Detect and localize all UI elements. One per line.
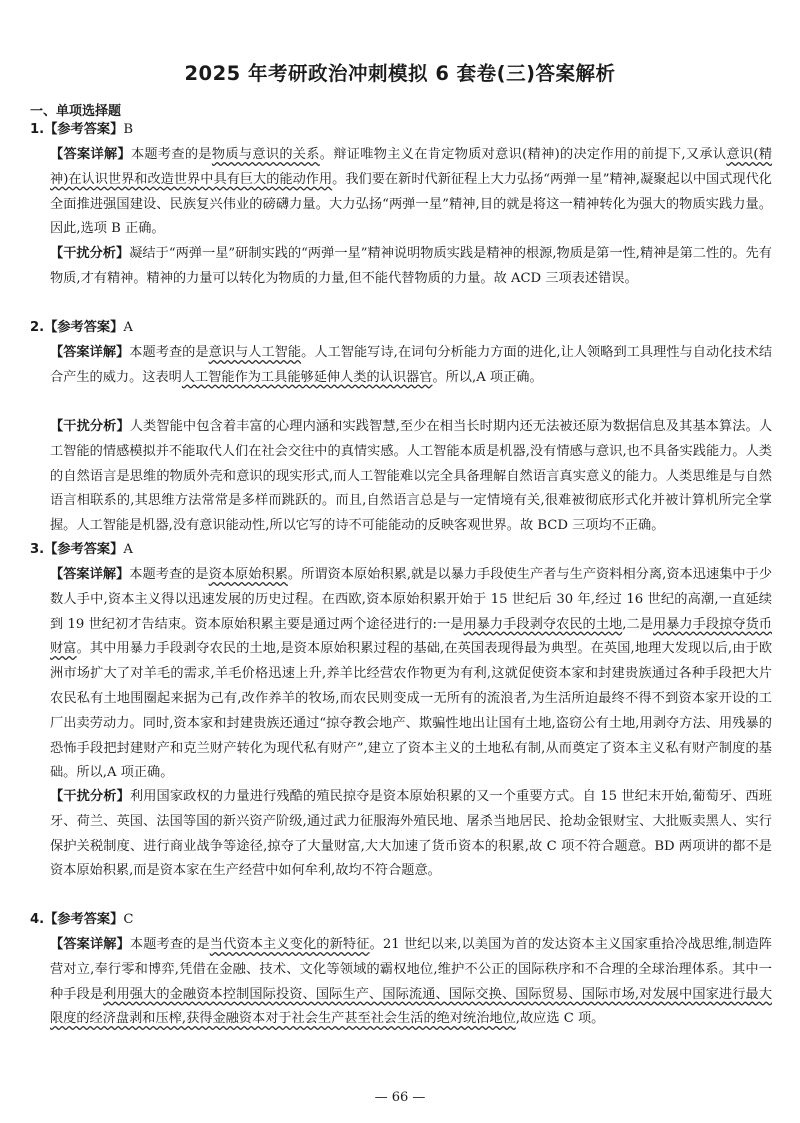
detail-text: 。21 世纪以来,以美国为首的发达资本主义国家重拾冷战思维,制造阵营对立,奉行零和博弈,凭借在金融、技术、文化等领域的霸权地位,维护不公正的国际秩序和不合理的全球治理体系。其中一种手段是 (50, 937, 772, 1002)
question-3-distract (50, 785, 772, 884)
question-3-detail (50, 563, 772, 786)
answer-value: A (123, 542, 133, 557)
detail-text: 。人工智能写诗,在词句分析能力方面的进化,让人领略到工具理性与自动化技术结合产生的威力。这表明 (50, 345, 773, 385)
key-point: 物质与意识的关系 (211, 147, 320, 162)
page-number: — 66 — (374, 1090, 426, 1105)
answer-value: A (123, 320, 133, 335)
detail-label: 【答案详解】 (50, 937, 130, 952)
question-2-detail (50, 341, 772, 391)
key-point: 意识(精神)在认识世界和改造世界中具有巨大的能动作用 (50, 147, 773, 187)
detail-text: 本题考查的是 (129, 345, 209, 360)
answer-label: 【参考答案】 (44, 912, 124, 927)
question-3-answer (30, 538, 133, 563)
detail-text: ,二是 (622, 616, 653, 632)
key-point: 人工智能作为工具能够延伸人类的认识器官 (181, 369, 433, 385)
detail-text: 。所以,A 项正确。 (432, 369, 543, 385)
key-point: 资本原始积累 (208, 567, 288, 582)
key-point: 用暴力手段掠夺货币财富 (50, 616, 772, 657)
detail-text: 。所谓资本原始积累,就是以暴力手段使生产者与生产资料相分离,资本迅速集中于少数人手中,资本主义得以迅速发展的历史过程。在西欧,资本原始积累开始于 15 世纪后 30 年,经过 16 世纪的高潮,一直延续到 19 世纪初才告结束。资本原始积累主要是通过两个途径进行的:一是 (50, 567, 773, 632)
question-2-answer (30, 316, 133, 341)
answer-label: 【参考答案】 (44, 320, 124, 335)
question-4-detail (50, 933, 772, 1032)
detail-text: 。其中用暴力手段剥夺农民的土地,是资本原始积累过程的基础,在英国表现得最为典型。在英国,地理大发现以后,由于欧洲市场扩大了对羊毛的需求,羊毛价格迅速上升,养羊比经营农作物更为有利,这就促使资本家和封建贵族通过各种手段把大片农民私有土地围圈起来据为己有,改作养羊的牧场,而农民则变成一无所有的流浪者,为生活所迫最终不得不到资本家开设的工厂出卖劳动力。同时,资本家和封建贵族还通过“掠夺教会地产、欺骗性地出让国有土地,盗窃公有土地,用剥夺方法、用残暴的恐怖手段把封建财产和克兰财产转化为现代私有财产”,建立了资本主义的土地私有制,从而奠定了资本主义私有财产制度的基础。所以,A 项正确。 (50, 641, 773, 781)
answer-value: C (123, 912, 134, 927)
section-heading: 一、单项选择题 (30, 104, 122, 119)
distract-text: 凝结于“两弹一星”研制实践的“两弹一星”精神说明物质实践是精神的根源,物质是第一性,精神是第二性的。先有物质,才有精神。精神的力量可以转化为物质的力量,但不能代替物质的力量。故 ACD 三项表述错误。 (50, 246, 772, 286)
question-1-distract (50, 242, 772, 292)
answer-label: 【参考答案】 (44, 122, 124, 137)
detail-text: 。辩证唯物主义在肯定物质对意识(精神)的决定作用的前提下,又承认 (319, 147, 727, 162)
distract-label: 【干扰分析】 (50, 789, 130, 804)
question-1-answer (30, 118, 133, 143)
distract-label: 【干扰分析】 (50, 246, 130, 261)
distract-text: 人类智能中包含着丰富的心理内涵和实践智慧,至少在相当长时期内还无法被还原为数据信息及其基本算法。人工智能的情感模拟并不能取代人们在社会交往中的真情实感。人工智能本质是机器,没有情感与意识,也不具备实践能力。人类的自然语言是思维的物质外壳和意识的现实形式,而人工智能难以完全具备理解自然语言真实意义的能力。人类思维是与自然语言相联系的,其思维方法常常是多样而跳跃的。而且,自然语言总是与一定情境有关,很难被彻底形式化并被计算机所完全掌握。人工智能是机器,没有意识能动性,所以它写的诗不可能能动的反映客观世界。故 BCD 三项均不正确。 (50, 419, 773, 534)
question-number: 2. (30, 320, 45, 335)
detail-text: 本题考查的是 (130, 147, 212, 162)
question-1-detail (50, 143, 772, 242)
question-4-answer (30, 908, 133, 933)
question-2-distract (50, 415, 772, 539)
question-number: 1. (30, 122, 45, 137)
detail-text: 本题考查的是 (129, 937, 210, 952)
answer-value: B (123, 122, 134, 137)
key-point: 用暴力手段剥夺农民的土地 (463, 616, 623, 632)
detail-text: 。我们要在新时代新征程上大力弘扬“两弹一星”精神,凝聚起以中国式现代化全面推进强国建设、民族复兴伟业的磅礴力量。大力弘扬“两弹一星”精神,目的就是将这一精神转化为强大的物质实践力量。因此,选项 B 正确。 (50, 171, 772, 237)
question-number: 4. (30, 912, 45, 927)
key-point: 利用强大的金融资本控制国际投资、国际生产、国际流通、国际交换、国际贸易、国际市场,对发展中国家进行最大限度的经济盘剥和压榨,获得金融资本对于社会生产甚至社会生活的绝对统治地位 (50, 986, 773, 1027)
key-point: 当代资本主义变化的新特征 (209, 937, 370, 952)
detail-text: 本题考查的是 (129, 567, 209, 582)
answer-label: 【参考答案】 (44, 542, 124, 557)
detail-label: 【答案详解】 (50, 147, 131, 162)
detail-label: 【答案详解】 (50, 345, 130, 360)
detail-label: 【答案详解】 (50, 567, 130, 582)
key-point: 意识与人工智能 (208, 345, 302, 360)
page-title: 2025 年考研政治冲刺模拟 6 套卷(三)答案解析 (184, 62, 616, 85)
detail-text: ,故应选 C 项。 (515, 1011, 605, 1027)
distract-label: 【干扰分析】 (50, 419, 130, 434)
question-number: 3. (30, 542, 45, 557)
distract-text: 利用国家政权的力量进行残酷的殖民掠夺是资本原始积累的又一个重要方式。自 15 世纪末开始,葡萄牙、西班牙、荷兰、英国、法国等国的新兴资产阶级,通过武力征服海外殖民地、屠杀当地居民、抢劫金银财宝、大批贩卖黑人、实行保护关税制度、进行商业战争等途径,掠夺了大量财富,大大加速了货币资本的积累,故 C 项不符合题意。BD 两项讲的都不是资本原始积累,而是资本家在生产经营中如何牟利,故均不符合题意。 (50, 789, 772, 879)
